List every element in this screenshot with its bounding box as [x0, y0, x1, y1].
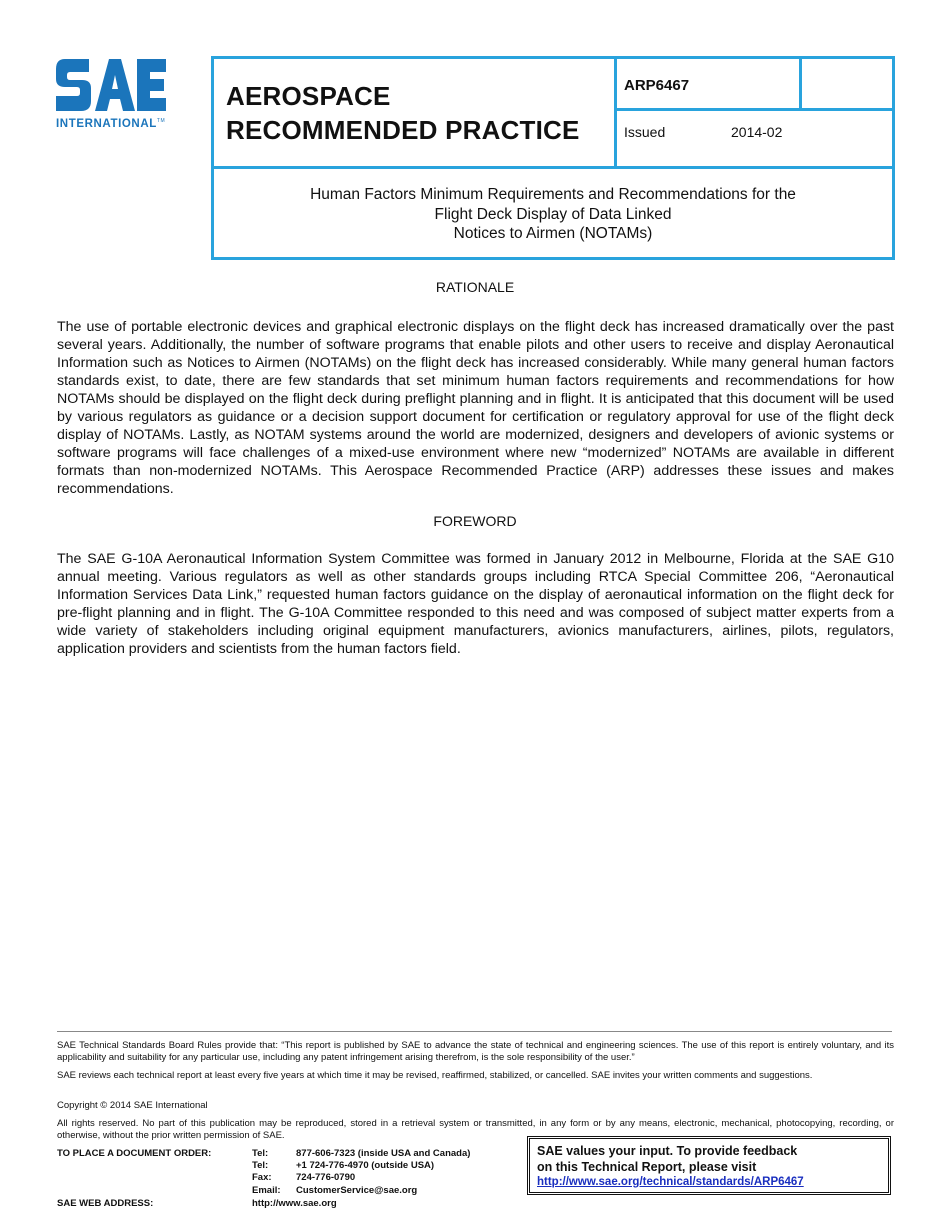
foreword-heading: FOREWORD: [433, 513, 517, 529]
logo-subtitle: INTERNATIONAL™: [56, 118, 166, 130]
foreword-paragraph: The SAE G-10A Aeronautical Information System Committee was formed in January 2012 in Melbourne, Florida at the SAE G10 annual meeting. Various regulators as well as other standards groups including RTCA Special Committee 206, “Aeronautical Information Services Data Link,” requested human factors guidance on the display of aeronautical information on the flight deck for pre-flight planning and in flight. The G-10A Committee responded to this need and was composed of subject matter experts from a wide variety of stakeholders including original equipment manufacturers, avionics manufacturers, airlines, pilots, regulators, application providers and scientists from the human factors field.: [57, 551, 894, 657]
copyright-note: Copyright © 2014 SAE International: [57, 1100, 208, 1111]
document-type: AEROSPACE RECOMMENDED PRACTICE: [226, 81, 580, 145]
feedback-text-line2: on this Technical Report, please visit: [537, 1159, 757, 1174]
feedback-box: [527, 1136, 891, 1195]
tel-label: Tel:: [252, 1148, 269, 1159]
issued-date: 2014-02: [731, 124, 783, 140]
footer-rule: [57, 1031, 892, 1032]
board-rules-note: SAE Technical Standards Board Rules provide that: “This report is published by SAE to advance the state of technical and engineering sciences. The use of this report is entirely voluntary, and its applicability and suitability for any particular use, including any patent infringement arising therefrom, is the sole responsibility of the user.”: [57, 1040, 894, 1063]
fax-value: 724-776-0790: [296, 1172, 356, 1183]
document-title: Human Factors Minimum Requirements and Recommendations for the Flight Deck Display of Data Linked Notices to Airmen (NOTAMs): [310, 186, 796, 242]
web-address-label: SAE WEB ADDRESS:: [57, 1198, 154, 1209]
document-number: ARP6467: [624, 77, 690, 94]
document-header-box: [211, 56, 895, 260]
rights-note: All rights reserved. No part of this publication may be reproduced, stored in a retrieval system or transmitted, in any form or by any means, electronic, mechanical, photocopying, recording, or otherwise, without the prior written permission of SAE.: [57, 1118, 894, 1141]
feedback-link[interactable]: http://www.sae.org/technical/standards/ARP6467: [537, 1176, 804, 1188]
tel2-value[interactable]: +1 724-776-4970 (outside USA): [296, 1160, 435, 1171]
issued-label: Issued: [624, 124, 666, 140]
header-divider: [214, 166, 892, 169]
feedback-text-line1: SAE values your input. To provide feedback: [537, 1144, 798, 1158]
rationale-heading: RATIONALE: [435, 279, 515, 295]
header-divider: [614, 59, 617, 166]
order-label: TO PLACE A DOCUMENT ORDER:: [57, 1148, 212, 1159]
email-label: Email:: [252, 1185, 281, 1196]
tel2-label: Tel:: [252, 1160, 269, 1171]
tel-value[interactable]: 877-606-7323 (inside USA and Canada): [296, 1148, 471, 1159]
fax-label: Fax:: [252, 1172, 272, 1183]
web-address-link[interactable]: http://www.sae.org: [252, 1198, 337, 1209]
review-note: SAE reviews each technical report at least every five years at which time it may be revised, reaffirmed, stabilized, or cancelled. SAE invites your written comments and suggestions.: [57, 1070, 813, 1081]
header-divider: [799, 59, 802, 109]
sae-logo-mark: [55, 55, 167, 115]
header-divider: [614, 108, 892, 111]
email-value[interactable]: CustomerService@sae.org: [296, 1185, 418, 1196]
rationale-paragraph: The use of portable electronic devices and graphical electronic displays on the flight deck has increased dramatically over the past several years. Additionally, the number of software programs that enable pilots and other users to receive and display Aeronautical Information such as Notices to Airmen (NOTAMs) on the flight deck has increased considerably. While many general human factors standards exist, to date, there are few standards that set minimum human factors requirements and recommendations for how NOTAMs should be displayed on the flight deck during preflight planning and in flight. It is anticipated that this document will be used by various regulators as guidance or a decision support document for certification or regulatory approval for use of the flight deck display of NOTAMs. Lastly, as NOTAM systems around the world are modernized, designers and developers of avionic systems or software programs will face challenges of a mixed-use environment where new “modernized” NOTAMs are available in different formats than non-modernized NOTAMs. This Aerospace Recommended Practice (ARP) addresses these issues and makes recommendations.: [57, 319, 894, 497]
sae-logo: [55, 55, 180, 135]
